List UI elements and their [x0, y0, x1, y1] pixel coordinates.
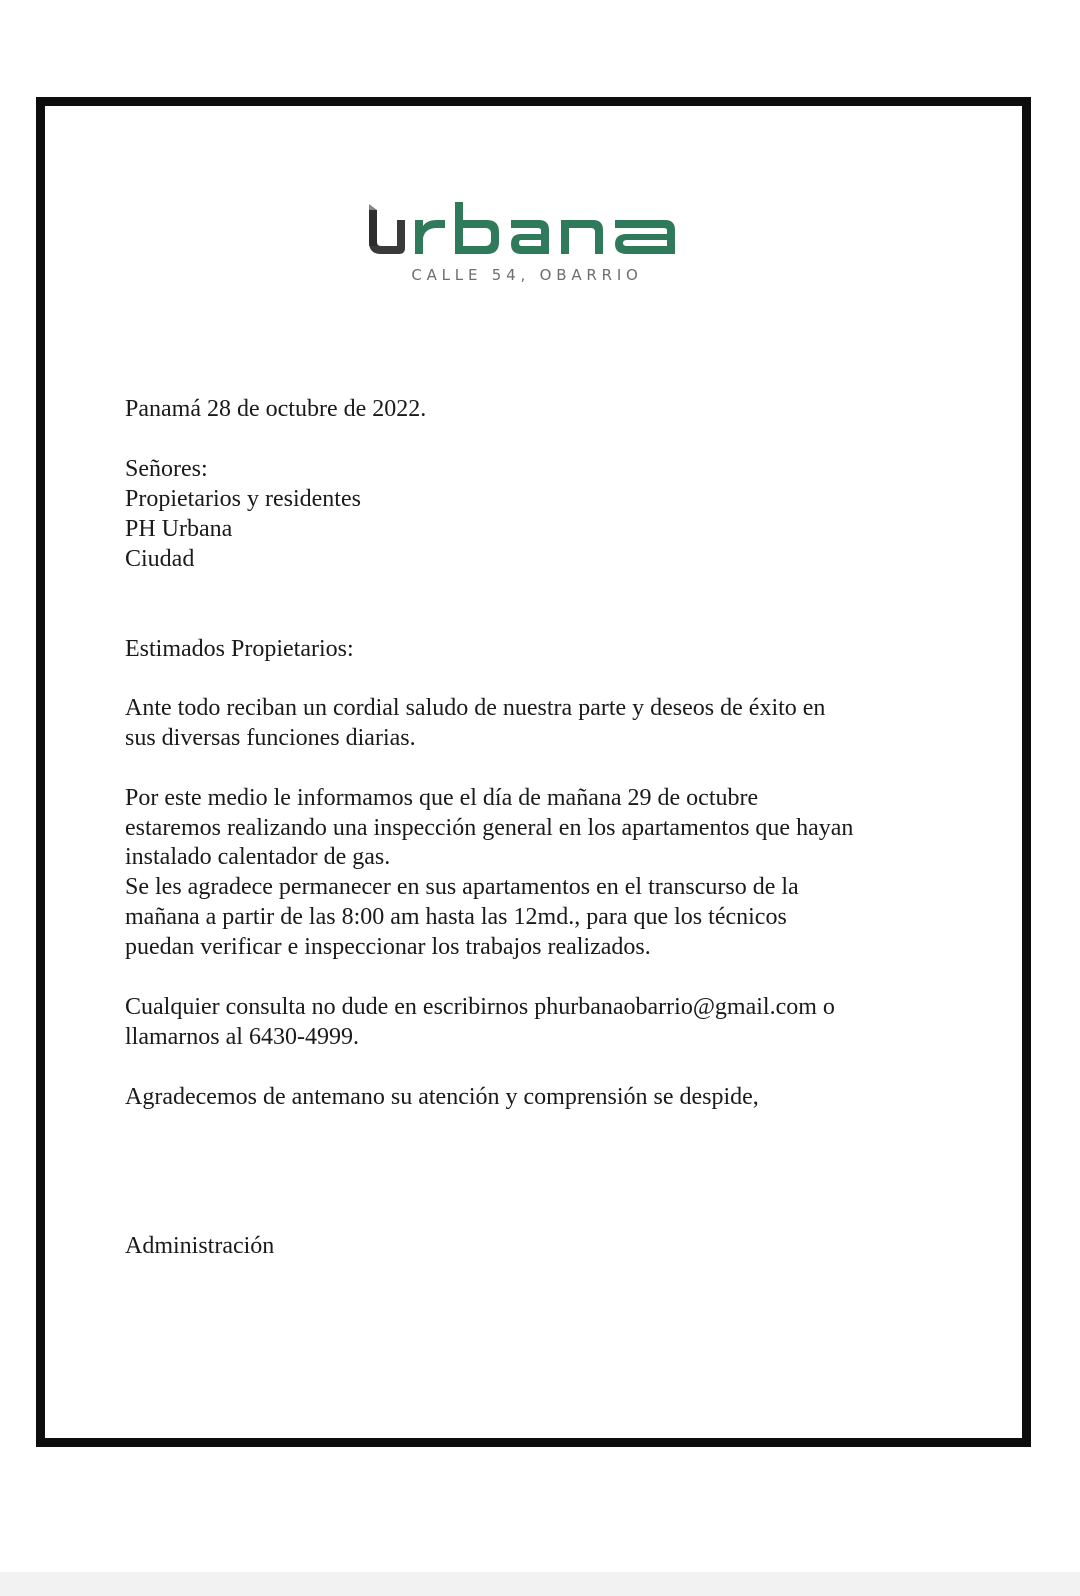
paragraph-3-line-1: Cualquier consulta no dude en escribirnos phurbanaobarrio@gmail.com o [125, 994, 835, 1020]
paragraph-1-line-2: sus diversas funciones diarias. [125, 725, 416, 751]
recipient-line-3: PH Urbana [125, 516, 233, 542]
logo-subtitle: CALLE 54, OBARRIO [411, 266, 643, 284]
paragraph-1-line-1: Ante todo reciban un cordial saludo de nuestra parte y deseos de éxito en [125, 695, 826, 721]
recipient-line-4: Ciudad [125, 546, 195, 572]
urbana-logo [365, 196, 689, 292]
date-line: Panamá 28 de octubre de 2022. [125, 396, 427, 422]
page-bottom-band [0, 1572, 1080, 1596]
paragraph-2-line-3: instalado calentador de gas. [125, 844, 391, 870]
paragraph-2-line-2: estaremos realizando una inspección general en los apartamentos que hayan [125, 815, 854, 841]
paragraph-2-line-6: puedan verificar e inspeccionar los trabajos realizados. [125, 934, 651, 960]
recipient-line-1: Señores: [125, 456, 208, 482]
paragraph-2-line-1: Por este medio le informamos que el día de mañana 29 de octubre [125, 785, 759, 811]
signature: Administración [125, 1233, 275, 1259]
paragraph-3-line-2: llamarnos al 6430-4999. [125, 1024, 359, 1050]
urbana-wordmark [365, 196, 689, 266]
paragraph-2-line-4: Se les agradece permanecer en sus apartamentos en el transcurso de la [125, 874, 799, 900]
paragraph-2-line-5: mañana a partir de las 8:00 am hasta las 12md., para que los técnicos [125, 904, 787, 930]
recipient-line-2: Propietarios y residentes [125, 486, 361, 512]
closing-line: Agradecemos de antemano su atención y comprensión se despide, [125, 1084, 759, 1110]
salutation: Estimados Propietarios: [125, 636, 354, 662]
